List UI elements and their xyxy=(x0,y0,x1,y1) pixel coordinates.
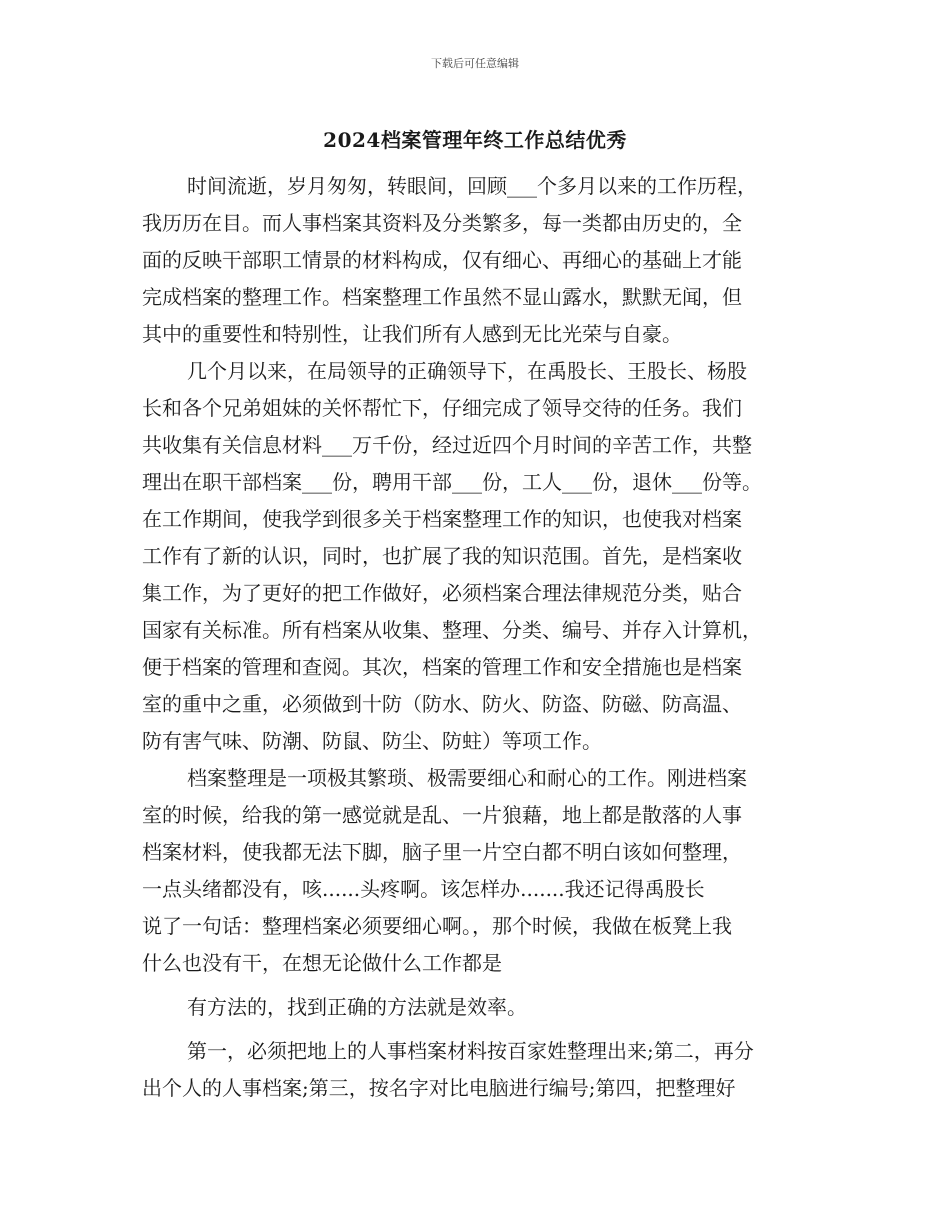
paragraph-line: 一点头绪都没有，咳......头疼啊。该怎样办.......我还记得禹股长 xyxy=(142,877,705,901)
paragraph-line: 防有害气味、防潮、防鼠、防尘、防蛀）等项工作。 xyxy=(142,729,602,753)
paragraph-line: 我历历在目。而人事档案其资料及分类繁多，每一类都由历史的，全 xyxy=(142,211,742,235)
document-body xyxy=(142,168,817,1107)
document-title: 2024档案管理年终工作总结优秀 xyxy=(323,128,627,152)
paragraph-line: 国家有关标准。所有档案从收集、整理、分类、编号、并存入计算机， xyxy=(142,618,762,642)
paragraph-line: 共收集有关信息材料___万千份，经过近四个月时间的辛苦工作，共整 xyxy=(142,433,752,457)
paragraph-line: 档案材料，使我都无法下脚，脑子里一片空白都不明白该如何整理， xyxy=(142,840,742,864)
paragraph-line: 工作有了新的认识，同时，也扩展了我的知识范围。首先，是档案收 xyxy=(142,544,742,568)
paragraph-line: 室的时候，给我的第一感觉就是乱、一片狼藉，地上都是散落的人事 xyxy=(142,803,742,827)
paragraph-line: 出个人的人事档案;第三，按名字对比电脑进行编号;第四，把整理好 xyxy=(142,1076,736,1100)
paragraph-line: 档案整理是一项极其繁琐、极需要细心和耐心的工作。刚进档案 xyxy=(187,766,747,790)
paragraph-line: 时间流逝，岁月匆匆，转眼间，回顾___个多月以来的工作历程， xyxy=(187,174,757,198)
paragraph-line: 其中的重要性和特别性，让我们所有人感到无比光荣与自豪。 xyxy=(142,322,682,346)
paragraph-line: 面的反映干部职工情景的材料构成，仅有细心、再细心的基础上才能 xyxy=(142,248,742,272)
paragraph-line: 在工作期间，使我学到很多关于档案整理工作的知识，也使我对档案 xyxy=(142,507,742,531)
paragraph-line: 几个月以来，在局领导的正确领导下，在禹股长、王股长、杨股 xyxy=(187,359,747,383)
paragraph-line: 便于档案的管理和查阅。其次，档案的管理工作和安全措施也是档案 xyxy=(142,655,742,679)
paragraph-line: 室的重中之重，必须做到十防（防水、防火、防盗、防磁、防高温、 xyxy=(142,692,742,716)
paragraph-line: 有方法的，找到正确的方法就是效率。 xyxy=(187,995,527,1019)
paragraph-line: 长和各个兄弟姐妹的关怀帮忙下，仔细完成了领导交待的任务。我们 xyxy=(142,396,742,420)
paragraph-line: 什么也没有干，在想无论做什么工作都是 xyxy=(142,951,502,975)
paragraph-line: 集工作，为了更好的把工作做好，必须档案合理法律规范分类，贴合 xyxy=(142,581,742,605)
header-note: 下载后可任意编辑 xyxy=(431,57,519,70)
paragraph-line: 完成档案的整理工作。档案整理工作虽然不显山露水，默默无闻，但 xyxy=(142,285,742,309)
paragraph-line: 理出在职干部档案___份，聘用干部___份，工人___份，退休___份等。 xyxy=(142,470,762,494)
paragraph-line: 第一，必须把地上的人事档案材料按百家姓整理出来;第二，再分 xyxy=(187,1039,754,1063)
paragraph-line: 说了一句话：整理档案必须要细心啊。，那个时候，我做在板凳上我 xyxy=(142,914,732,938)
